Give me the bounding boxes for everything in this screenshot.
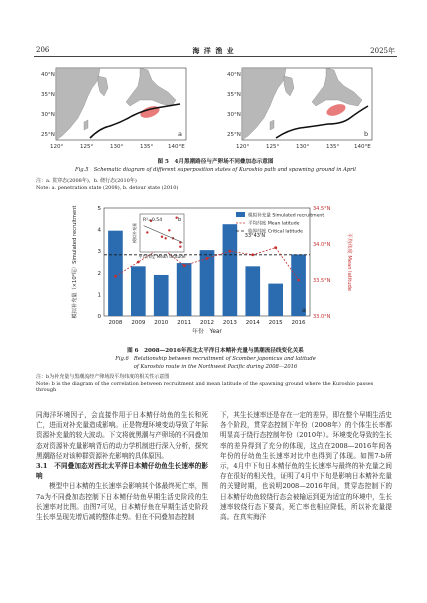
- map-b-lat-1: 35°N: [227, 92, 241, 98]
- x-tick-2009: 2009: [131, 320, 146, 326]
- fig6-caption-en-2: of Kuroshio route in the Northwest Pacific during 2008—2016: [133, 364, 298, 370]
- fig6-note-cn: 注：b为补充量与黑潮流经产卵场段平均纬度的相关性示意图: [36, 374, 170, 380]
- y-left-tick-1: 1: [97, 292, 101, 299]
- bar-2009: [131, 266, 146, 316]
- map-b-lon-2: 130°: [296, 144, 310, 150]
- fig5-map-a: [40, 66, 200, 152]
- fig6-note-en-2: through: [36, 387, 57, 393]
- bar-2013: [223, 224, 238, 316]
- x-tick-2014: 2014: [245, 320, 260, 326]
- bar-2011: [177, 263, 192, 316]
- inset-y-label: 模拟补充量: [132, 223, 137, 243]
- map-b-lat-0: 40°N: [227, 72, 241, 78]
- panel-label-a: a: [302, 306, 306, 314]
- bar-2014: [245, 266, 260, 316]
- fig6-caption-cn: 图 6 2008—2016年西北太平洋日本鲭补充量与黑潮流径线变化关系: [127, 348, 304, 354]
- map-a-lon-0: 120°: [50, 144, 64, 150]
- critical-latitude-annotation: 33°43'N: [244, 232, 266, 239]
- body-left-column: [36, 410, 208, 522]
- x-tick-2013: 2013: [222, 320, 237, 326]
- body-right-column: [220, 410, 392, 522]
- mean-latitude-point-2011: [183, 264, 186, 267]
- y-right-axis-label: 平均纬度 Mean latitude: [346, 232, 352, 292]
- mean-latitude-point-2015: [274, 246, 277, 249]
- section-3-1-title: 3.1 不同叠加态对西北太平洋日本鲭仔幼鱼生长速率的影响: [36, 462, 208, 481]
- legend-label-critical: 临界纬度 Critical latitude: [248, 229, 303, 235]
- inset-point-8: [179, 246, 181, 248]
- journal-year: 2025年: [370, 47, 395, 55]
- map-a-panel-label: a: [178, 130, 182, 138]
- fig6-chart: [60, 200, 360, 342]
- x-tick-2012: 2012: [200, 320, 214, 326]
- journal-name: 海 洋 渔 业: [192, 46, 235, 55]
- map-a-lon-3: 135°: [140, 144, 154, 150]
- y-right-tick-1: 33.5°N: [313, 278, 331, 284]
- map-b-lon-0: 120°: [236, 144, 250, 150]
- x-tick-2015: 2015: [268, 320, 283, 326]
- body-left-p1: 同海洋环境因子，会直接作用于日本鲭仔幼鱼的生长和死亡，进而对补充量造成影响。正是物理环境变动导致了年际资源补充量的较大波动。下文将就黑潮与产卵场的不同叠加态对资源补充量影响背后的动力学机制进行深入分析，探究黑潮路径对该种群资源补充影响的具体原因。: [36, 411, 208, 460]
- fig5-map-b: [226, 66, 386, 152]
- body-left-p2: 模型中日本鲭的生长速率会影响其个体最终死亡率，图7a为不同叠加态控制下日本鲭仔幼鱼早期生活史阶段的生长速率对比图。由图7可见，日本鲭仔鱼在早期生活史阶段生长率呈现先增后减的整体走势。但在不同叠加态控制: [36, 482, 208, 522]
- bar-2008: [108, 231, 123, 316]
- inset-x-label: 平均纬度 Mean latitude: [138, 254, 186, 259]
- y-right-tick-3: 34.5°N: [313, 206, 331, 212]
- body-right-p1: 下，其生长速率还是存在一定的差异，即在整个早期生活史各个阶段，贯穿态控制下年份（2008年）的个体生长率都明显高于绕行态控制年份（2010年）。环境变化导致的生长率的差异得到了充分的体现，这点在2008—2016年间各年份的仔幼鱼生长速率对比中也得到了体现。如图7-b所示，4月中下旬日本鲭仔鱼的生长速率与最终的补充量之间存在很好的相关性，证明了4月中下旬是影响日本鲭补充量的关键时期，也说明2008—2016年间，贯穿态控制下的日本鲭仔幼鱼较绕行态会被输运到更为适宜的环境中，生长速率较绕行态下要高，死亡率也相应降低，所以补充量提高。在真实海洋: [220, 411, 392, 522]
- map-b-lat-3: 25°N: [227, 132, 241, 138]
- map-a-lat-0: 40°N: [41, 72, 55, 78]
- fig5-note-cn: 注：a. 贯穿态(2008年)，b. 绕行态(2010年): [36, 178, 137, 184]
- y-right-tick-0: 33.0°N: [313, 314, 331, 320]
- page-number: 206: [36, 46, 50, 54]
- mean-latitude-point-2014: [251, 253, 254, 256]
- fig6-note-en-1: Note: b is the diagram of the correlation between recruitment and mean latitude of the spawning ground where the Kuroshio passes: [36, 381, 374, 387]
- y-left-tick-4: 4: [97, 227, 101, 234]
- map-a-lat-3: 25°N: [41, 132, 55, 138]
- mean-latitude-point-2012: [206, 257, 209, 260]
- mean-latitude-point-2008: [114, 275, 117, 278]
- map-b-lat-2: 30°N: [227, 112, 241, 118]
- inset-panel-label: b: [178, 217, 182, 223]
- map-a-lon-4: 140°E: [168, 144, 185, 150]
- mean-latitude-point-2016: [297, 279, 300, 282]
- map-a-lon-2: 130°: [110, 144, 124, 150]
- y-right-tick-2: 34.0°N: [313, 242, 331, 248]
- map-a-lat-2: 30°N: [41, 112, 55, 118]
- x-tick-2016: 2016: [291, 320, 306, 326]
- mean-latitude-point-2009: [137, 261, 140, 264]
- fig5-caption-cn: 图 5 4月黑潮路径与产卵场不同叠加态示意图: [157, 159, 274, 165]
- map-b-panel-label: b: [364, 130, 369, 138]
- legend-label-mean: 平均纬度 Mean latitude: [248, 221, 300, 227]
- inset-point-0: [146, 231, 148, 233]
- y-left-tick-5: 5: [97, 206, 101, 212]
- legend-label-recruitment: 模拟补充量 Simulated recruitment: [248, 213, 325, 219]
- fig5-caption-en: Fig.5 Schematic diagram of different superposition states of Kuroshio path and spawning ground in April: [75, 167, 356, 173]
- bar-2015: [268, 284, 283, 316]
- map-a-lat-1: 35°N: [41, 92, 55, 98]
- header-rule: [34, 56, 397, 57]
- legend-swatch-bar: [236, 212, 245, 217]
- y-left-tick-0: 0: [97, 314, 101, 320]
- fig6-caption-en-1: Fig.6 Relationship between recruitment of Scomber japonicus and latitude: [115, 356, 316, 362]
- x-tick-2008: 2008: [108, 320, 123, 326]
- x-tick-2010: 2010: [154, 320, 169, 326]
- x-axis-label: 年份 Year: [192, 329, 222, 335]
- fig5-note-en: Note: a. penetration state (2008), b. detour state (2010): [36, 185, 179, 191]
- inset-r2: R²=0.54: [143, 218, 163, 223]
- inset-point-3: [164, 237, 166, 239]
- x-tick-2011: 2011: [177, 320, 192, 326]
- y-left-axis-label: 模拟补充量（×10⁹尾）Simulated recruitment: [72, 205, 78, 319]
- map-b-lon-1: 125°: [266, 144, 280, 150]
- y-left-tick-2: 2: [97, 270, 101, 277]
- inset-point-4: [168, 229, 170, 231]
- map-b-lon-4: 140°E: [354, 144, 371, 150]
- map-a-lon-1: 125°: [80, 144, 94, 150]
- map-b-lon-3: 135°: [326, 144, 340, 150]
- inset-point-2: [161, 235, 163, 237]
- mean-latitude-point-2013: [228, 250, 231, 253]
- bar-2010: [154, 275, 169, 316]
- y-left-tick-3: 3: [97, 249, 101, 256]
